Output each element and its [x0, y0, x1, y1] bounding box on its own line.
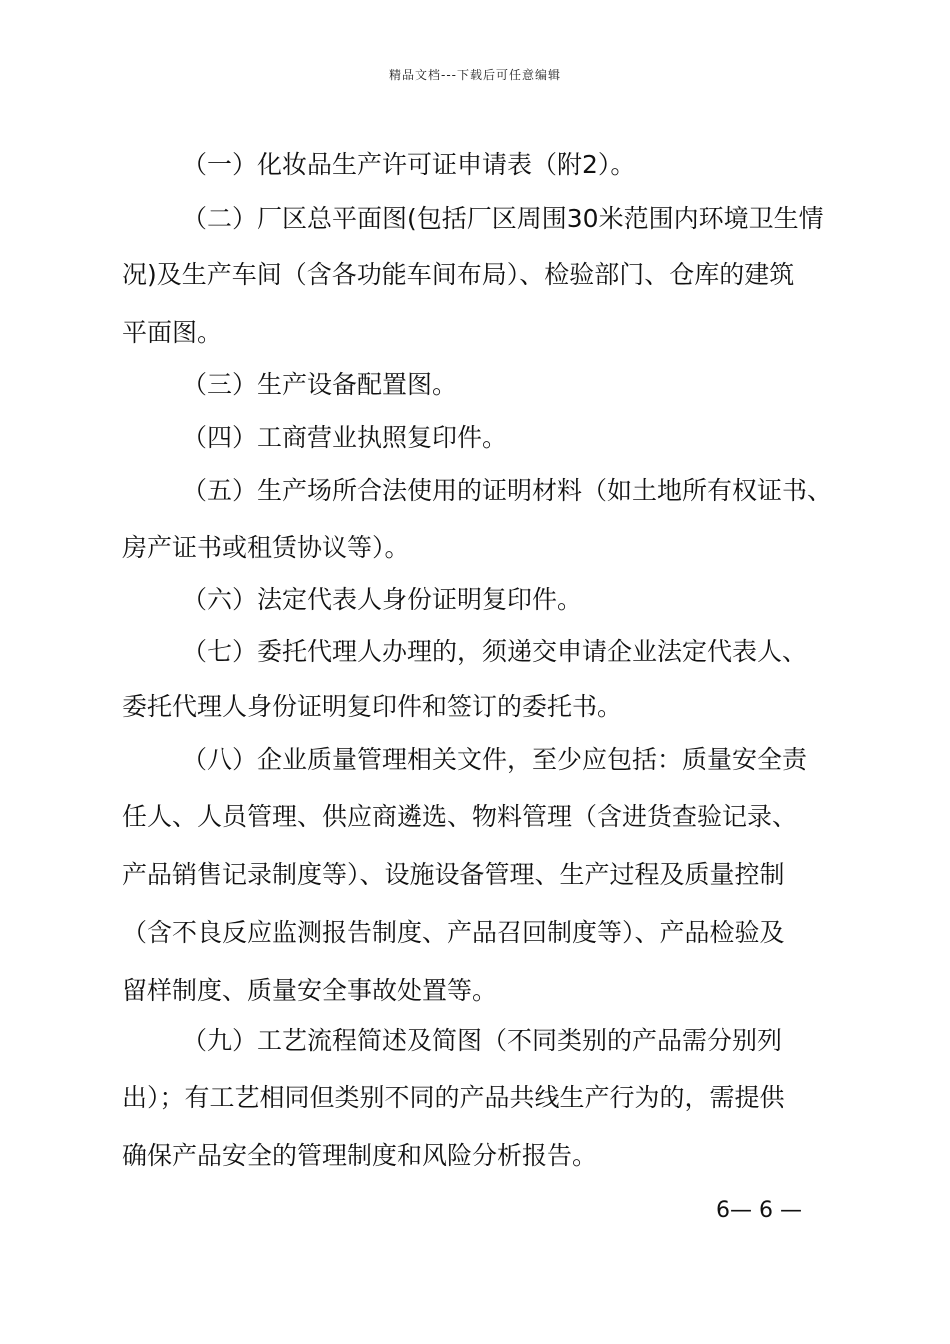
paragraph-line: 产品销售记录制度等）、设施设备管理、生产过程及质量控制 — [122, 860, 785, 889]
paragraph-line: （七）委托代理人办理的，须递交申请企业法定代表人、 — [182, 637, 808, 666]
paragraph-line: （一）化妆品生产许可证申请表（附2）。 — [182, 150, 636, 179]
page-header: 精品文档---下载后可任意编辑 — [389, 68, 561, 82]
paragraph-line: 平面图。 — [122, 318, 223, 347]
paragraph-line: 留样制度、质量安全事故处置等。 — [122, 976, 498, 1005]
paragraph-line: 出）；有工艺相同但类别不同的产品共线生产行为的，需提供 — [122, 1083, 785, 1112]
paragraph-line: （六）法定代表人身份证明复印件。 — [182, 585, 583, 614]
paragraph-line: 况)及生产车间（含各功能车间布局）、检验部门、仓库的建筑 — [122, 260, 795, 289]
paragraph-line: （含不良反应监测报告制度、产品召回制度等）、产品检验及 — [122, 918, 785, 947]
paragraph-line: （二）厂区总平面图(包括厂区周围30米范围内环境卫生情 — [182, 204, 824, 233]
paragraph-line: 委托代理人身份证明复印件和签订的委托书。 — [122, 692, 623, 721]
page-number: 6— 6 — — [716, 1198, 802, 1223]
paragraph-line: （三）生产设备配置图。 — [182, 370, 458, 399]
paragraph-line: （四）工商营业执照复印件。 — [182, 423, 508, 452]
paragraph-line: （九）工艺流程简述及简图（不同类别的产品需分别列 — [182, 1026, 783, 1055]
paragraph-line: 确保产品安全的管理制度和风险分析报告。 — [122, 1141, 598, 1170]
paragraph-line: 房产证书或租赁协议等）。 — [122, 533, 410, 562]
paragraph-line: 任人、人员管理、供应商遴选、物料管理（含进货查验记录、 — [122, 802, 798, 831]
paragraph-line: （八）企业质量管理相关文件，至少应包括：质量安全责 — [182, 745, 808, 774]
paragraph-line: （五）生产场所合法使用的证明材料（如土地所有权证书、 — [182, 476, 833, 505]
